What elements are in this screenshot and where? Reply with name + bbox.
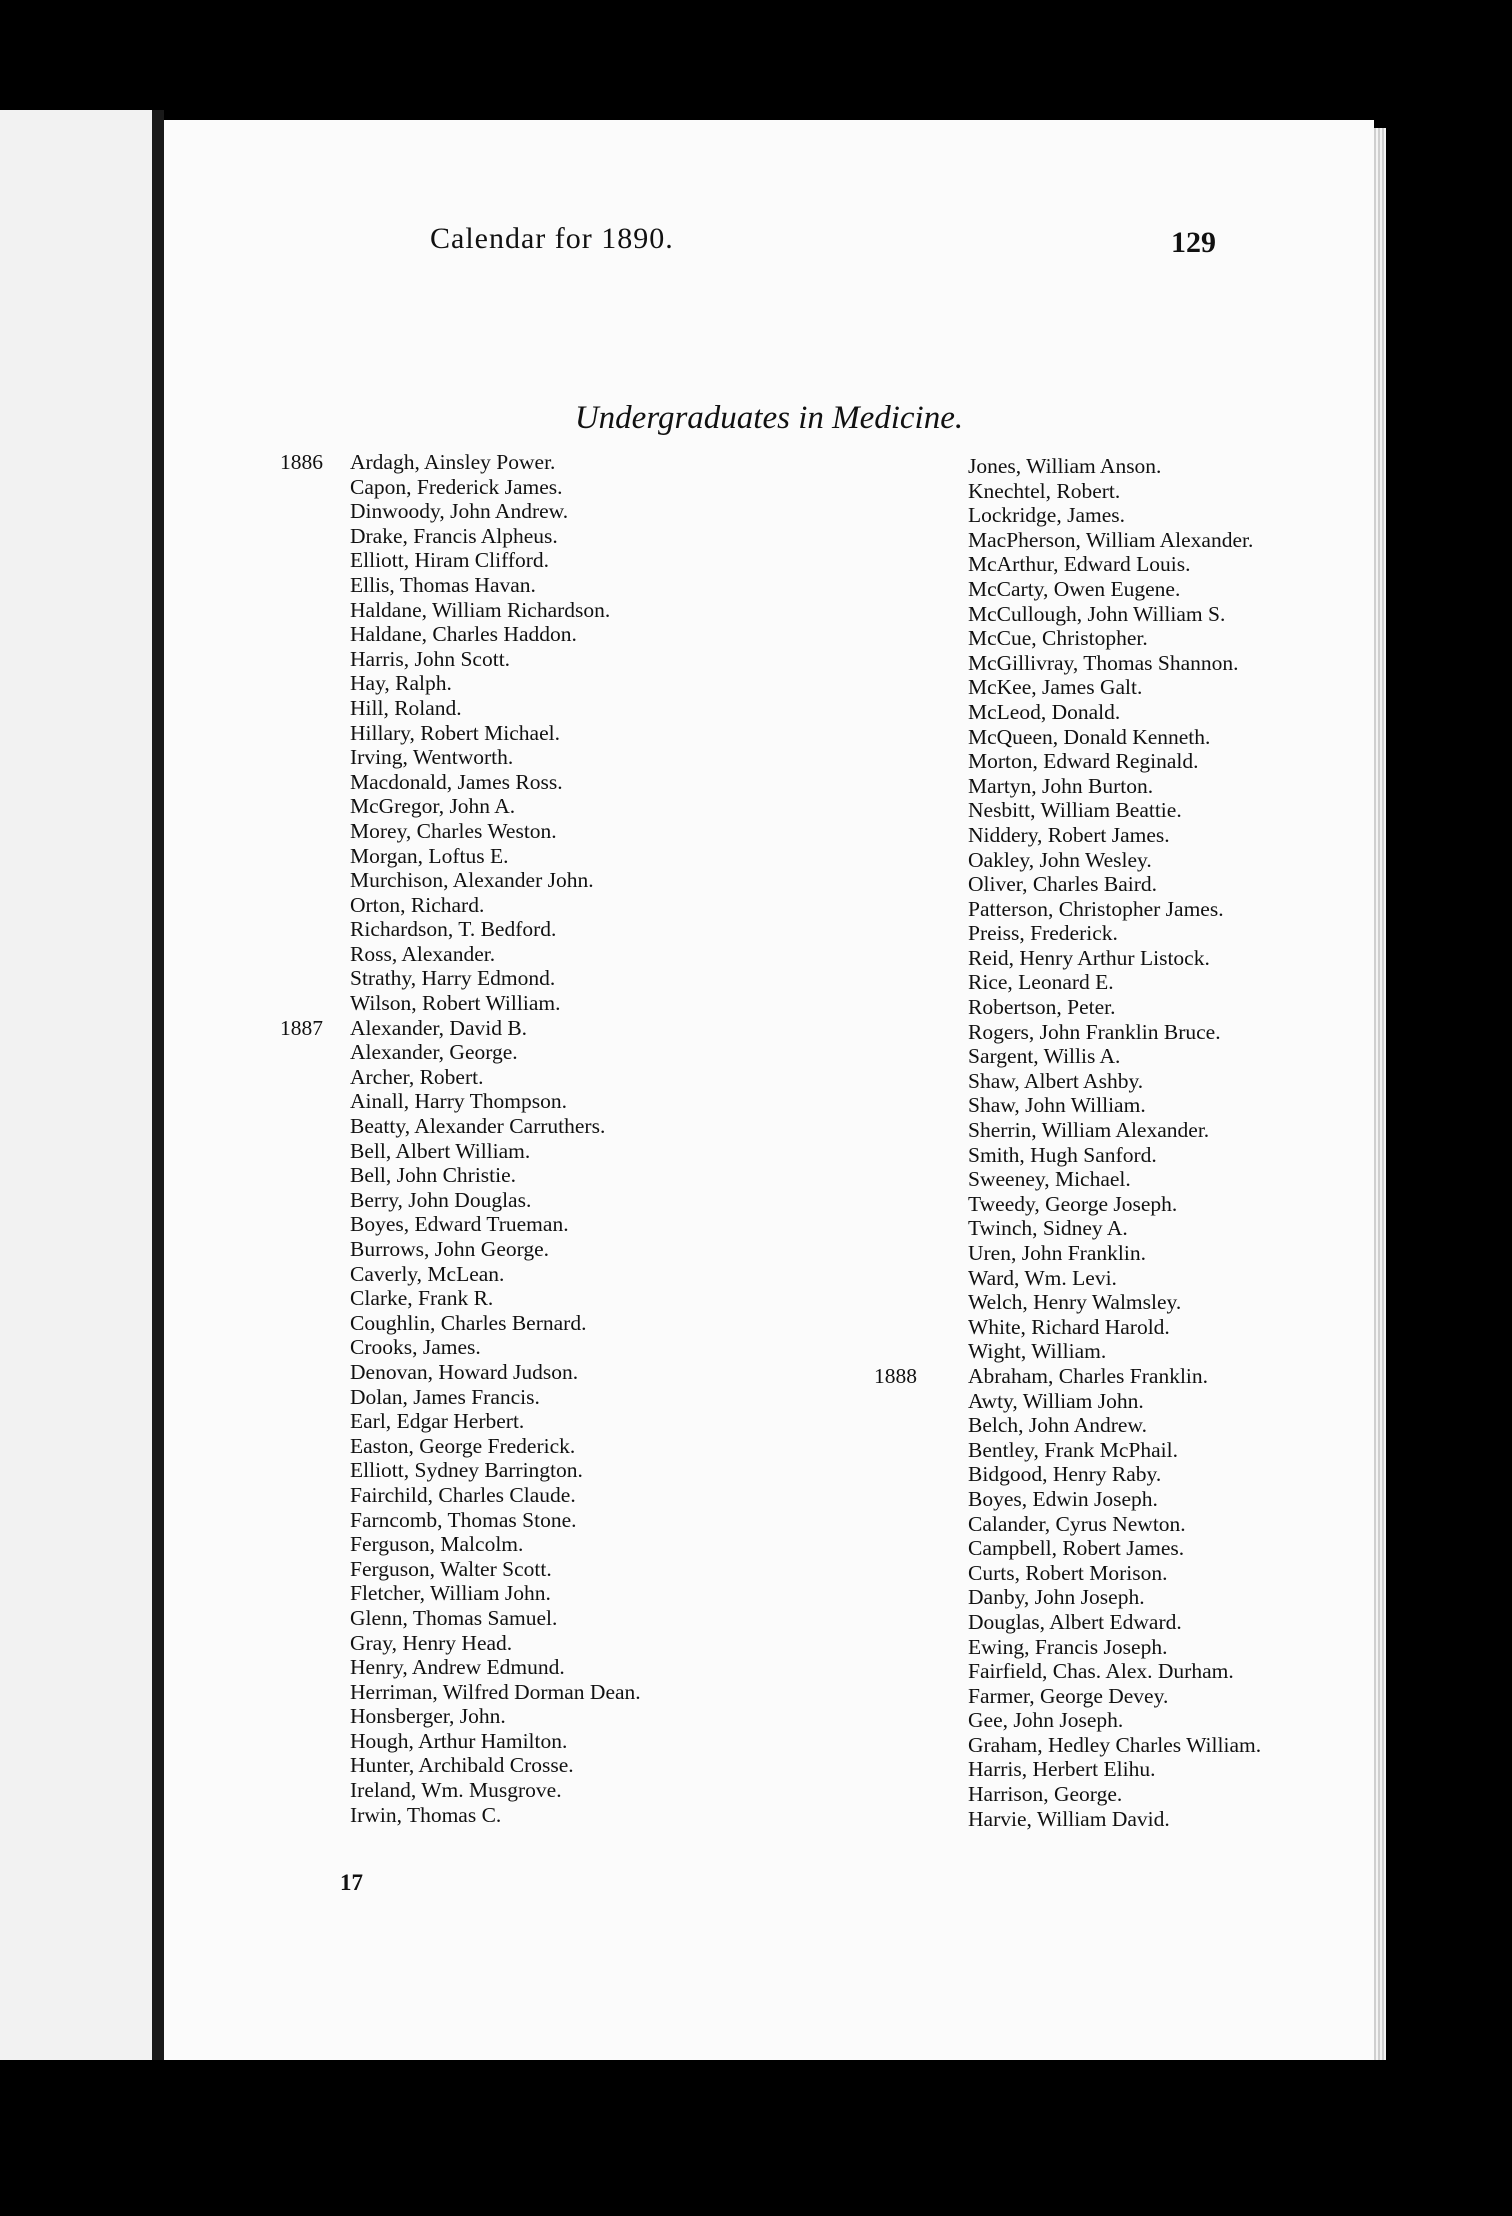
- student-name: Uren, John Franklin.: [968, 1241, 1146, 1265]
- student-name: Shaw, John William.: [968, 1093, 1146, 1118]
- list-item: [724, 1216, 1374, 1241]
- student-name: MacPherson, William Alexander.: [968, 527, 1254, 552]
- list-item: [164, 844, 784, 869]
- student-name: Lockridge, James.: [968, 503, 1126, 528]
- list-item: [164, 1409, 784, 1434]
- student-name: Fairchild, Charles Claude.: [350, 1482, 576, 1507]
- list-item: [724, 725, 1374, 750]
- student-name: Henry, Andrew Edmund.: [350, 1655, 565, 1680]
- student-name: Honsberger, John.: [350, 1704, 506, 1729]
- year-label: 1886: [280, 450, 323, 474]
- student-name: Gray, Henry Head.: [350, 1630, 513, 1655]
- student-name: Gee, John Joseph.: [968, 1708, 1124, 1733]
- list-item: [724, 1069, 1374, 1094]
- list-item: [724, 1708, 1374, 1733]
- student-name: Martyn, John Burton.: [968, 773, 1154, 798]
- student-name: Easton, George Frederick.: [350, 1433, 576, 1458]
- list-item: [724, 1635, 1374, 1660]
- list-item: [164, 622, 784, 647]
- student-name: Elliott, Hiram Clifford.: [350, 548, 550, 573]
- student-name: Glenn, Thomas Samuel.: [350, 1605, 558, 1630]
- list-item: [164, 819, 784, 844]
- student-name: Harris, John Scott.: [350, 646, 511, 671]
- list-item: [164, 1311, 784, 1336]
- student-name: Sargent, Willis A.: [968, 1044, 1121, 1069]
- list-item: [724, 1585, 1374, 1610]
- student-name: Wight, William.: [968, 1339, 1107, 1364]
- student-name: Ainall, Harry Thompson.: [350, 1089, 567, 1114]
- student-name: Crooks, James.: [350, 1335, 481, 1360]
- student-name: Bidgood, Henry Raby.: [968, 1462, 1162, 1487]
- student-name: Denovan, Howard Judson.: [350, 1359, 579, 1384]
- list-item: [164, 450, 784, 475]
- student-name: Reid, Henry Arthur Listock.: [968, 945, 1210, 970]
- student-name: Oakley, John Wesley.: [968, 847, 1152, 872]
- student-name: Danby, John Joseph.: [968, 1585, 1145, 1610]
- list-item: [164, 1704, 784, 1729]
- list-item: [724, 921, 1374, 946]
- student-name: Hill, Roland.: [350, 695, 462, 720]
- student-name: Farncomb, Thomas Stone.: [350, 1507, 577, 1532]
- page-header: [430, 222, 1216, 272]
- list-item: [724, 1093, 1374, 1118]
- student-name: Alexander, George.: [350, 1040, 518, 1065]
- student-name: Macdonald, James Ross.: [350, 769, 563, 794]
- student-name: Herriman, Wilfred Dorman Dean.: [350, 1679, 641, 1704]
- list-item: [164, 671, 784, 696]
- student-name: Morey, Charles Weston.: [350, 818, 557, 843]
- list-item: [724, 1413, 1374, 1438]
- student-name: McLeod, Donald.: [968, 699, 1121, 724]
- student-name: Farmer, George Devey.: [968, 1683, 1169, 1708]
- student-name: Curts, Robert Morison.: [968, 1560, 1168, 1585]
- student-name: McArthur, Edward Louis.: [968, 552, 1191, 577]
- student-name: Campbell, Robert James.: [968, 1536, 1185, 1561]
- student-name: Douglas, Albert Edward.: [968, 1609, 1182, 1634]
- student-name: Beatty, Alexander Carruthers.: [350, 1114, 606, 1139]
- student-name: Irwin, Thomas C.: [350, 1802, 502, 1827]
- list-item: [724, 577, 1374, 602]
- list-item: [724, 651, 1374, 676]
- student-name: Ewing, Francis Joseph.: [968, 1634, 1168, 1659]
- year-label: 1888: [874, 1363, 917, 1388]
- student-name: Burrows, John George.: [350, 1237, 550, 1261]
- list-item: [164, 893, 784, 918]
- list-item: [164, 1114, 784, 1139]
- list-item: [164, 721, 784, 746]
- list-item: [724, 1241, 1374, 1266]
- student-name: Hillary, Robert Michael.: [350, 720, 560, 745]
- list-item: [164, 647, 784, 672]
- student-name: Boyes, Edwin Joseph.: [968, 1486, 1158, 1511]
- student-name: Capon, Frederick James.: [350, 474, 563, 499]
- student-name: Patterson, Christopher James.: [968, 896, 1224, 921]
- student-name: Ardagh, Ainsley Power.: [350, 450, 556, 474]
- list-item: [164, 1089, 784, 1114]
- page-edge-stack: [1374, 128, 1386, 2060]
- list-item: [164, 548, 784, 573]
- list-item: [724, 1192, 1374, 1217]
- student-name: Strathy, Harry Edmond.: [350, 966, 556, 991]
- list-item: [724, 602, 1374, 627]
- list-item: [164, 1434, 784, 1459]
- student-name: McQueen, Donald Kenneth.: [968, 724, 1211, 749]
- student-name: Ferguson, Walter Scott.: [350, 1556, 552, 1581]
- student-name: Haldane, William Richardson.: [350, 597, 611, 622]
- student-name: Dinwoody, John Andrew.: [350, 499, 569, 524]
- student-name: Ross, Alexander.: [350, 941, 496, 966]
- student-name: Fletcher, William John.: [350, 1581, 551, 1606]
- list-item: [724, 1339, 1374, 1364]
- student-name: Murchison, Alexander John.: [350, 868, 594, 893]
- list-item: [164, 1458, 784, 1483]
- list-item: [724, 872, 1374, 897]
- list-item: [164, 1631, 784, 1656]
- list-item: [724, 1757, 1374, 1782]
- list-item: [724, 946, 1374, 971]
- student-name: Ferguson, Malcolm.: [350, 1532, 524, 1557]
- list-item: [724, 626, 1374, 651]
- book-gutter: [152, 110, 164, 2060]
- student-name: Ireland, Wm. Musgrove.: [350, 1778, 562, 1803]
- list-item: [164, 499, 784, 524]
- list-item: [724, 1020, 1374, 1045]
- list-item: [164, 573, 784, 598]
- list-item: [164, 1065, 784, 1090]
- student-name: Ward, Wm. Levi.: [968, 1265, 1117, 1290]
- list-item: [724, 1167, 1374, 1192]
- student-name: Coughlin, Charles Bernard.: [350, 1310, 587, 1335]
- list-item: [724, 848, 1374, 873]
- student-name: Preiss, Frederick.: [968, 921, 1118, 946]
- list-item: [164, 598, 784, 623]
- list-item: [724, 1364, 1374, 1389]
- student-name: Nesbitt, William Beattie.: [968, 798, 1182, 823]
- student-name: Oliver, Charles Baird.: [968, 872, 1158, 897]
- student-name: Rice, Leonard E.: [968, 970, 1114, 995]
- student-name: McKee, James Galt.: [968, 675, 1143, 700]
- student-name: Robertson, Peter.: [968, 995, 1116, 1020]
- list-item: [164, 1286, 784, 1311]
- list-item: [164, 1606, 784, 1631]
- student-name: Harvie, William David.: [968, 1806, 1170, 1831]
- student-name: Archer, Robert.: [350, 1064, 484, 1089]
- student-name: Morton, Edward Reginald.: [968, 749, 1199, 774]
- student-name: Awty, William John.: [968, 1388, 1144, 1413]
- list-item: [724, 1807, 1374, 1832]
- list-item: [164, 1680, 784, 1705]
- year-label: 1887: [280, 1015, 323, 1040]
- student-name: Alexander, David B.: [350, 1015, 528, 1040]
- list-item: [164, 475, 784, 500]
- student-name: McGregor, John A.: [350, 794, 516, 819]
- list-item: [724, 1118, 1374, 1143]
- student-name: Fairfield, Chas. Alex. Durham.: [968, 1659, 1234, 1684]
- list-item: [724, 479, 1374, 504]
- list-item: [164, 745, 784, 770]
- student-name: McCue, Christopher.: [968, 626, 1148, 651]
- page-number: 129: [1171, 226, 1216, 259]
- list-item: [724, 897, 1374, 922]
- list-item: [164, 1729, 784, 1754]
- student-name: McCullough, John William S.: [968, 601, 1226, 626]
- student-name: Boyes, Edward Trueman.: [350, 1212, 569, 1237]
- list-item: [164, 1508, 784, 1533]
- student-name: Knechtel, Robert.: [968, 478, 1121, 503]
- book-page: [164, 120, 1374, 2060]
- list-item: [724, 503, 1374, 528]
- student-name: Graham, Hedley Charles William.: [968, 1732, 1262, 1757]
- list-item: [724, 1733, 1374, 1758]
- student-name: Drake, Francis Alpheus.: [350, 523, 558, 548]
- student-name: Calander, Cyrus Newton.: [968, 1511, 1186, 1536]
- student-name: Smith, Hugh Sanford.: [968, 1142, 1157, 1167]
- student-name: Rogers, John Franklin Bruce.: [968, 1019, 1221, 1044]
- student-name: McCarty, Owen Eugene.: [968, 576, 1181, 601]
- list-item: [724, 1389, 1374, 1414]
- list-item: [724, 1462, 1374, 1487]
- list-item: [164, 1163, 784, 1188]
- list-item: [164, 1483, 784, 1508]
- student-name: Jones, William Anson.: [968, 454, 1162, 478]
- list-item: [164, 1016, 784, 1041]
- list-item: [724, 1266, 1374, 1291]
- list-item: [164, 1139, 784, 1164]
- section-title: Undergraduates in Medicine.: [574, 400, 964, 436]
- student-name: Earl, Edgar Herbert.: [350, 1409, 525, 1434]
- list-item: [164, 1237, 784, 1262]
- list-item: [164, 868, 784, 893]
- list-item: [164, 794, 784, 819]
- student-name: Berry, John Douglas.: [350, 1187, 532, 1212]
- signature-mark: 17: [340, 1870, 363, 1895]
- list-item: [164, 1557, 784, 1582]
- student-name: Abraham, Charles Franklin.: [968, 1363, 1209, 1388]
- list-item: [164, 1188, 784, 1213]
- list-item: [164, 524, 784, 549]
- student-name: Orton, Richard.: [350, 892, 485, 917]
- list-item: [164, 1212, 784, 1237]
- list-item: [724, 1438, 1374, 1463]
- list-item: [164, 966, 784, 991]
- list-item: [724, 823, 1374, 848]
- left-column: [164, 450, 784, 1827]
- list-item: [164, 991, 784, 1016]
- list-item: [164, 1335, 784, 1360]
- list-item: [164, 1262, 784, 1287]
- student-name: Hunter, Archibald Crosse.: [350, 1753, 574, 1778]
- student-name: Bentley, Frank McPhail.: [968, 1437, 1178, 1462]
- student-name: Sherrin, William Alexander.: [968, 1118, 1210, 1143]
- list-item: [164, 917, 784, 942]
- list-item: [724, 1315, 1374, 1340]
- student-name: Shaw, Albert Ashby.: [968, 1068, 1144, 1093]
- list-item: [724, 798, 1374, 823]
- student-name: Dolan, James Francis.: [350, 1384, 540, 1409]
- list-item: [164, 1040, 784, 1065]
- list-item: [724, 1290, 1374, 1315]
- list-item: [164, 1778, 784, 1803]
- list-item: [164, 942, 784, 967]
- list-item: [724, 749, 1374, 774]
- list-item: [724, 675, 1374, 700]
- student-name: Bell, Albert William.: [350, 1138, 531, 1163]
- student-name: Twinch, Sidney A.: [968, 1216, 1128, 1241]
- list-item: [724, 1561, 1374, 1586]
- list-item: [724, 1659, 1374, 1684]
- student-name: Irving, Wentworth.: [350, 745, 514, 770]
- list-item: [724, 774, 1374, 799]
- student-name: Niddery, Robert James.: [968, 822, 1170, 847]
- student-name: Caverly, McLean.: [350, 1261, 505, 1286]
- list-item: [724, 1143, 1374, 1168]
- list-item: [724, 528, 1374, 553]
- list-item: [724, 1487, 1374, 1512]
- list-item: [724, 970, 1374, 995]
- list-item: [724, 1512, 1374, 1537]
- student-name: Elliott, Sydney Barrington.: [350, 1458, 583, 1483]
- running-head: Calendar for 1890.: [430, 222, 674, 255]
- list-item: [164, 1360, 784, 1385]
- list-item: [724, 995, 1374, 1020]
- right-column: [724, 454, 1374, 1831]
- list-item: [724, 552, 1374, 577]
- list-item: [164, 1385, 784, 1410]
- list-item: [164, 1753, 784, 1778]
- list-item: [724, 1610, 1374, 1635]
- student-name: Wilson, Robert William.: [350, 991, 561, 1016]
- student-name: Bell, John Christie.: [350, 1163, 517, 1188]
- student-name: Belch, John Andrew.: [968, 1413, 1147, 1438]
- student-name: Haldane, Charles Haddon.: [350, 622, 577, 647]
- student-name: McGillivray, Thomas Shannon.: [968, 650, 1239, 675]
- student-name: Richardson, T. Bedford.: [350, 917, 557, 942]
- list-item: [164, 696, 784, 721]
- student-name: Ellis, Thomas Havan.: [350, 572, 536, 597]
- list-item: [724, 700, 1374, 725]
- list-item: [724, 454, 1374, 479]
- list-item: [724, 1044, 1374, 1069]
- student-name: Harrison, George.: [968, 1782, 1123, 1807]
- facing-page-edge: [0, 110, 152, 2060]
- student-name: White, Richard Harold.: [968, 1314, 1170, 1339]
- student-name: Sweeney, Michael.: [968, 1167, 1131, 1192]
- list-item: [724, 1684, 1374, 1709]
- student-name: Tweedy, George Joseph.: [968, 1191, 1178, 1216]
- student-name: Morgan, Loftus E.: [350, 843, 509, 868]
- student-name: Clarke, Frank R.: [350, 1286, 494, 1311]
- student-name: Hay, Ralph.: [350, 671, 452, 696]
- list-item: [724, 1536, 1374, 1561]
- list-item: [164, 1655, 784, 1680]
- list-item: [164, 1532, 784, 1557]
- list-item: [164, 1581, 784, 1606]
- student-name: Harris, Herbert Elihu.: [968, 1757, 1156, 1782]
- list-item: [164, 770, 784, 795]
- student-name: Hough, Arthur Hamilton.: [350, 1728, 568, 1753]
- list-item: [164, 1803, 784, 1828]
- student-name: Welch, Henry Walmsley.: [968, 1290, 1182, 1315]
- list-item: [724, 1782, 1374, 1807]
